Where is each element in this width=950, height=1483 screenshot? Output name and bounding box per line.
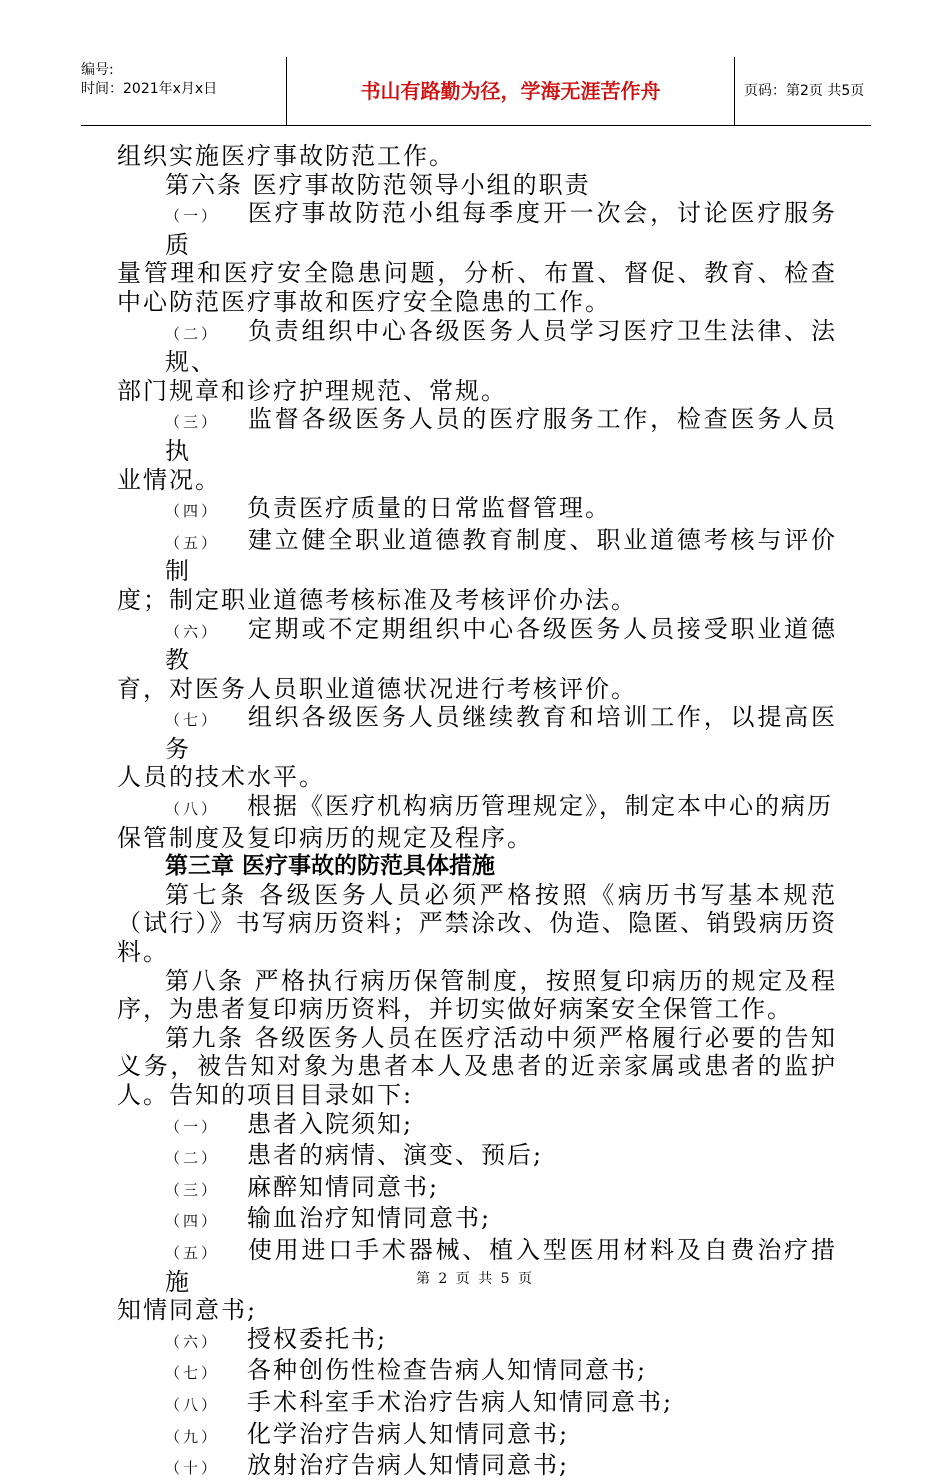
item-continuation: 人员的技术水平。 (117, 763, 325, 792)
item-text: 输血治疗知情同意书; (247, 1204, 492, 1233)
item-continuation: 育，对医务人员职业道德状况进行考核评价。 (117, 674, 637, 703)
list-item (117, 1325, 837, 1357)
item-text: 负责组织中心各级医务人员学习医疗卫生法律、法规、 (165, 316, 837, 377)
item-text: 各种创伤性检查告病人知情同意书; (247, 1356, 648, 1385)
list-item (117, 792, 837, 824)
item-text: 建立健全职业道德教育制度、职业道德考核与评价制 (165, 525, 837, 586)
list-item (117, 317, 837, 377)
chapter-heading: 第三章 医疗事故的防范具体措施 (165, 853, 496, 880)
header-page-info: 页码：第2页 共5页 (744, 83, 865, 99)
list-item (117, 1451, 837, 1483)
list-item (117, 1110, 837, 1142)
item-text: 患者的病情、演变、预后; (247, 1141, 544, 1170)
list-item (117, 526, 837, 586)
item-text: 监督各级医务人员的医疗服务工作，检查医务人员执 (165, 405, 837, 465)
item-continuation: 量管理和医疗安全隐患问题，分析、布置、督促、教育、检查中心防范医疗事故和医疗安全隐患的工作。 (117, 259, 837, 316)
page-header (81, 57, 871, 126)
list-item (117, 1388, 837, 1420)
item-text: 化学治疗告病人知情同意书; (247, 1419, 570, 1448)
article-7: 第七条 各级医务人员必须严格按照《病历书写基本规范（试行）》书写病历资料；严禁涂改、伪造、隐匿、销毁病历资料。 (117, 880, 837, 967)
list-item (117, 199, 837, 259)
item-continuation: 度；制定职业道德考核标准及考核评价办法。 (117, 585, 637, 614)
item-number: （三） (165, 413, 220, 432)
time-label: 时间：2021年x月x日 (81, 81, 218, 97)
item-number: （五） (165, 533, 220, 552)
item-text: 麻醉知情同意书; (247, 1172, 440, 1201)
item-number: （九） (165, 1427, 220, 1446)
item-number: （八） (165, 800, 220, 819)
item-number: （七） (165, 1364, 220, 1383)
item-number: （二） (165, 1149, 220, 1168)
header-motto: 书山有路勤为径，学海无涯苦作舟 (286, 57, 735, 125)
number-label: 编号: (81, 62, 114, 78)
list-item (117, 1204, 837, 1236)
article-heading: 第六条 医疗事故防范领导小组的职责 (165, 170, 591, 199)
item-number: （三） (165, 1180, 220, 1199)
item-continuation: 业情况。 (117, 465, 221, 494)
list-item (117, 615, 837, 675)
item-number: （五） (165, 1243, 220, 1262)
paragraph: 组织实施医疗事故防范工作。 (117, 142, 455, 170)
item-text: 根据《医疗机构病历管理规定》，制定本中心的病历 (247, 792, 833, 821)
article-9: 第九条 各级医务人员在医疗活动中须严格履行必要的告知义务，被告知对象为患者本人及患者的近亲家属或患者的监护人。告知的项目目录如下: (117, 1023, 837, 1109)
item-number: （六） (165, 622, 220, 641)
item-number: （四） (165, 1212, 220, 1231)
item-text: 授权委托书; (247, 1324, 388, 1353)
list-item (117, 1173, 837, 1205)
item-text: 放射治疗告病人知情同意书; (247, 1451, 570, 1480)
item-number: （二） (165, 324, 220, 343)
list-item (117, 703, 837, 763)
list-item (117, 1420, 837, 1452)
item-continuation: 知情同意书; (117, 1296, 258, 1325)
item-text: 医疗事故防范小组每季度开一次会，讨论医疗服务质 (165, 199, 837, 259)
item-number: （七） (165, 711, 220, 730)
list-item (117, 405, 837, 465)
item-number: （六） (165, 1332, 220, 1351)
item-text: 定期或不定期组织中心各级医务人员接受职业道德教 (165, 614, 837, 675)
list-item (117, 1356, 837, 1388)
item-text: 组织各级医务人员继续教育和培训工作，以提高医务 (165, 703, 837, 763)
item-continuation: 保管制度及复印病历的规定及程序。 (117, 823, 533, 852)
item-text: 负责医疗质量的日常监督管理。 (247, 494, 611, 523)
item-text: 使用进口手术器械、植入型医用材料及自费治疗措施 (165, 1235, 837, 1296)
item-number: （一） (165, 1117, 220, 1136)
article-8: 第八条 严格执行病历保管制度，按照复印病历的规定及程序，为患者复印病历资料，并切实做好病案安全保管工作。 (117, 966, 837, 1024)
item-text: 手术科室手术治疗告病人知情同意书; (247, 1387, 674, 1416)
item-number: （十） (165, 1459, 220, 1478)
list-item (117, 1141, 837, 1173)
item-number: （八） (165, 1395, 220, 1414)
header-meta (81, 57, 286, 129)
item-text: 患者入院须知; (247, 1109, 414, 1138)
page-footer: 第 2 页 共 5 页 (415, 1271, 535, 1287)
item-number: （一） (165, 207, 220, 226)
item-number: （四） (165, 502, 220, 521)
item-continuation: 部门规章和诊疗护理规范、常规。 (117, 376, 507, 405)
list-item (117, 494, 837, 526)
